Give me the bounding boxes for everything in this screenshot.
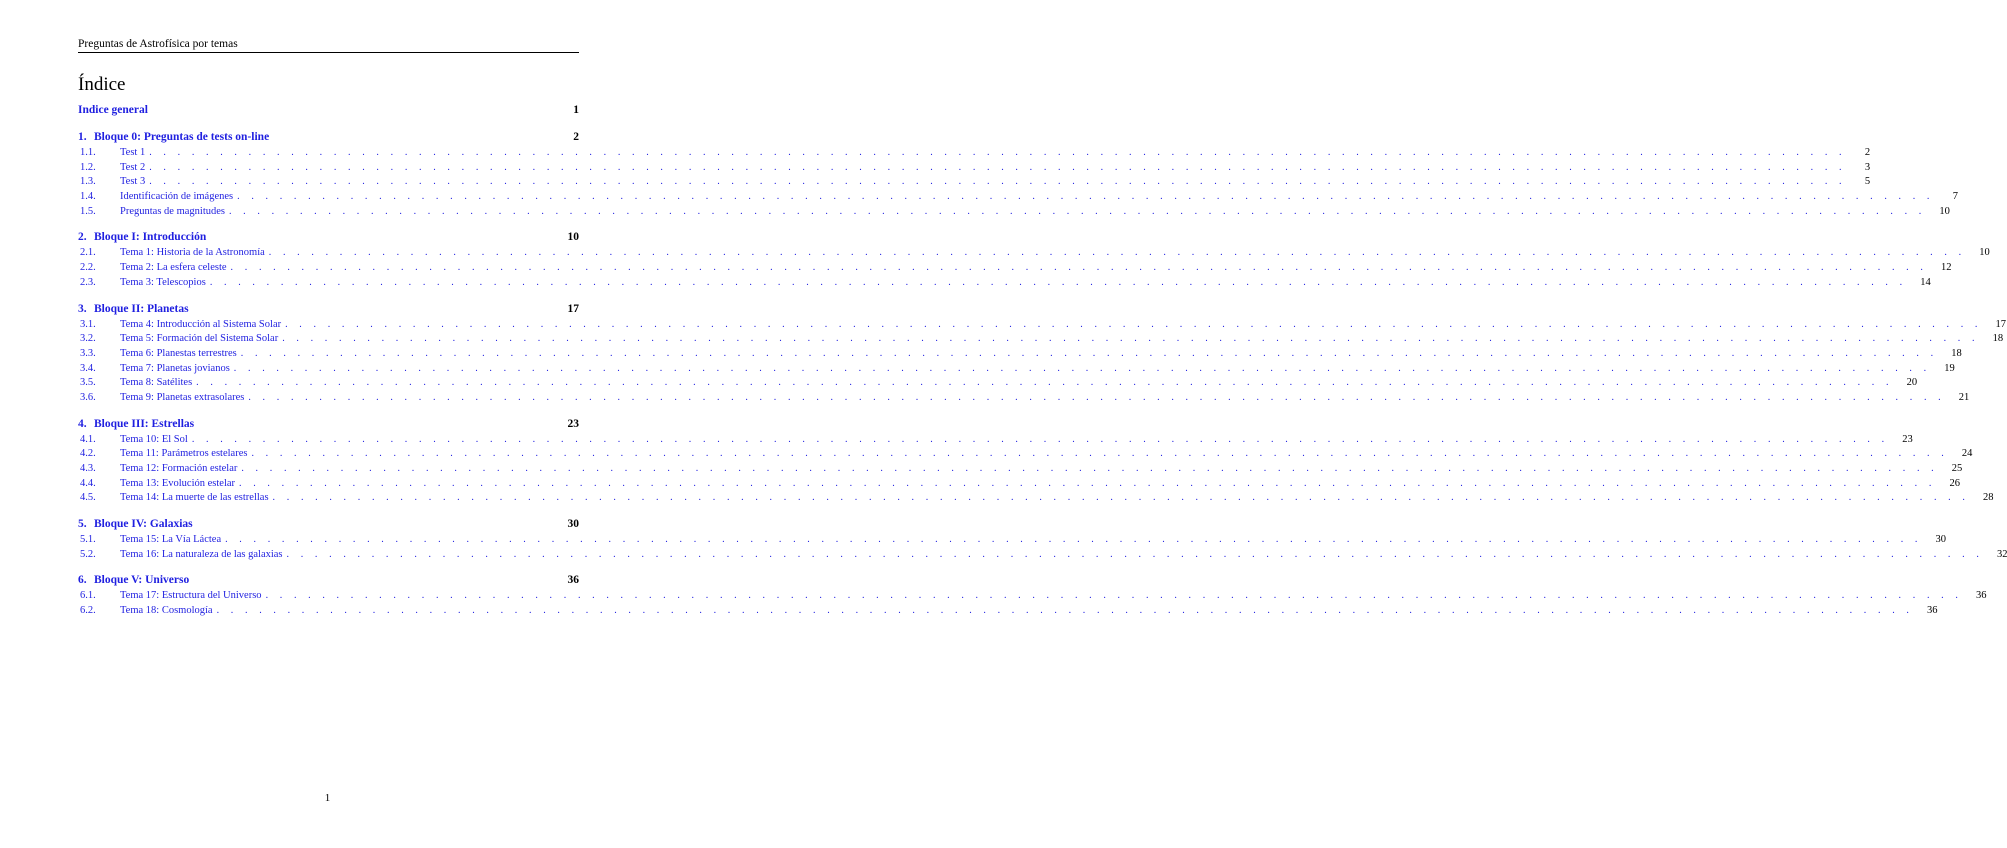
toc-item-page: 18: [1951, 347, 1962, 359]
dot-leader: . . . . . . . . . . . . . . . . . . . . . . . . . . . . . . . . . . . . . . . . . . . . . . . . . . . . . . . . . . . . . . . . . . . . . . . . . . . . . . . . . . . . . . . . . . . . . . . . . . . . . . . . . . . . . . . . . . . . . . . .: [251, 448, 1949, 460]
toc-item-label: Tema 14: La muerte de las estrellas: [120, 492, 269, 504]
toc-item-label: Preguntas de magnitudes: [120, 205, 225, 217]
toc-item-page: 36: [1927, 605, 1938, 617]
toc-item-number: 5.2.: [80, 548, 96, 560]
toc-section-6[interactable]: [78, 574, 579, 590]
toc-item-number: 1.4.: [80, 191, 96, 203]
toc-item-label: Tema 2: La esfera celeste: [120, 262, 227, 274]
dot-leader: . . . . . . . . . . . . . . . . . . . . . . . . . . . . . . . . . . . . . . . . . . . . . . . . . . . . . . . . . . . . . . . . . . . . . . . . . . . . . . . . . . . . . . . . . . . . . . . . . . . . . . . . . . . . . . . . . . . . . . . .: [149, 161, 1847, 173]
toc-item-number: 3.6.: [80, 391, 96, 403]
toc-item-page: 21: [1958, 391, 1970, 403]
toc-item-label: Tema 10: El Sol: [120, 433, 188, 445]
toc-item-label: Identificación de imágenes: [120, 191, 234, 203]
toc-item-2-3[interactable]: [78, 276, 1931, 292]
toc-item-4-3[interactable]: [78, 463, 1963, 478]
toc-item-5-2[interactable]: [78, 548, 2007, 564]
dot-leader: . . . . . . . . . . . . . . . . . . . . . . . . . . . . . . . . . . . . . . . . . . . . . . . . . . . . . . . . . . . . . . . . . . . . . . . . . . . . . . . . . . . . . . . . . . . . . . . . . . . . . . . . . . . . . . . . . . . . . . . .: [149, 147, 1847, 158]
toc-item-1-2[interactable]: [78, 161, 1871, 177]
toc-item-label: Tema 4: Introducción al Sistema Solar: [120, 318, 282, 330]
dot-leader: . . . . . . . . . . . . . . . . . . . . . . . . . . . . . . . . . . . . . . . . . . . . . . . . . . . . . . . . . . . . . . . . . . . . . . . . . . . . . . . . . . . . . . . . . . . . . . . . . . . . . . . . . . . . . . . . . . . . . . . .: [241, 463, 1939, 474]
toc-item-page: 14: [1920, 276, 1931, 288]
toc-section-2[interactable]: [78, 231, 579, 247]
dot-leader: . . . . . . . . . . . . . . . . . . . . . . . . . . . . . . . . . . . . . . . . . . . . . . . . . . . . . . . . . . . . . . . . . . . . . . . . . . . . . . . . . . . . . . . . . . . . . . . . . . . . . . . . . . . . . . . . . . . . . . . .: [248, 391, 1946, 403]
toc-section-number: 6.: [78, 574, 87, 587]
dot-leader: . . . . . . . . . . . . . . . . . . . . . . . . . . . . . . . . . . . . . . . . . . . . . . . . . . . . . . . . . . . . . . . . . . . . . . . . . . . . . . . . . . . . . . . . . . . . . . . . . . . . . . . . . . . . . . . . . . . . . . . .: [240, 347, 1938, 359]
toc-entry-label: Indice general: [78, 104, 148, 116]
toc-section-label: Bloque IV: Galaxias: [94, 518, 193, 531]
toc-item-page: 5: [1864, 176, 1871, 188]
toc-item-page: 18: [1992, 333, 2004, 345]
toc-item-2-2[interactable]: [78, 262, 1952, 277]
toc-item-number: 4.2.: [80, 448, 96, 460]
toc-item-number: 6.1.: [80, 590, 96, 602]
toc-item-page: 32: [1996, 548, 2007, 560]
toc-item-label: Tema 17: Estructura del Universo: [120, 590, 262, 602]
header-rule: [78, 52, 579, 53]
toc-item-label: Test 1: [120, 147, 146, 158]
toc-item-number: 3.4.: [80, 362, 96, 374]
toc-item-label: Tema 3: Telescopios: [120, 276, 206, 288]
toc-sections: [78, 120, 2007, 620]
toc-item-page: 2: [1864, 147, 1871, 158]
toc-section-number: 1.: [78, 131, 87, 143]
toc-item-number: 6.2.: [80, 605, 96, 617]
toc-item-number: 1.3.: [80, 176, 96, 188]
toc-item-number: 4.3.: [80, 463, 96, 474]
toc-section-label: Bloque V: Universo: [94, 574, 190, 587]
toc-item-number: 3.1.: [80, 318, 96, 330]
toc-section-page: 30: [567, 518, 579, 531]
toc-item-page: 10: [1979, 247, 1990, 259]
page-title: Índice: [78, 74, 126, 95]
toc-section-3[interactable]: [78, 303, 579, 319]
toc-item-label: Tema 18: Cosmología: [120, 605, 213, 617]
dot-leader: . . . . . . . . . . . . . . . . . . . . . . . . . . . . . . . . . . . . . . . . . . . . . . . . . . . . . . . . . . . . . . . . . . . . . . . . . . . . . . . . . . . . . . . . . . . . . . . . . . . . . . . . . . . . . . . . . . . . . . . .: [268, 247, 1966, 259]
toc-item-page: 36: [1975, 590, 1987, 602]
toc-item-number: 2.1.: [80, 247, 96, 259]
toc-item-label: Tema 11: Parámetros estelares: [120, 448, 248, 460]
toc-section-label: Bloque I: Introducción: [94, 231, 207, 244]
toc-item-page: 10: [1939, 205, 1950, 217]
table-of-contents: [78, 104, 2007, 620]
toc-entry-page: 1: [573, 104, 579, 116]
dot-leader: . . . . . . . . . . . . . . . . . . . . . . . . . . . . . . . . . . . . . . . . . . . . . . . . . . . . . . . . . . . . . . . . . . . . . . . . . . . . . . . . . . . . . . . . . . . . . . . . . . . . . . . . . . . . . . . . . . . . . . . .: [285, 318, 1983, 330]
toc-item-2-1[interactable]: [78, 247, 1990, 262]
toc-item-label: Tema 9: Planetas extrasolares: [120, 391, 245, 403]
dot-leader: . . . . . . . . . . . . . . . . . . . . . . . . . . . . . . . . . . . . . . . . . . . . . . . . . . . . . . . . . . . . . . . . . . . . . . . . . . . . . . . . . . . . . . . . . . . . . . . . . . . . . . . . . . . . . . . . . . . . . . . .: [272, 492, 1970, 504]
toc-item-3-5[interactable]: [78, 377, 1918, 392]
toc-section-number: 2.: [78, 231, 87, 244]
toc-item-page: 24: [1961, 448, 1973, 460]
toc-section-5[interactable]: [78, 518, 579, 534]
toc-item-label: Tema 8: Satélites: [120, 377, 193, 389]
toc-item-number: 2.3.: [80, 276, 96, 288]
toc-item-4-2[interactable]: [78, 448, 1973, 463]
toc-section-page: 2: [573, 131, 579, 143]
toc-item-6-1[interactable]: [78, 590, 1987, 605]
toc-item-page: 20: [1906, 377, 1918, 389]
toc-item-label: Test 2: [120, 161, 146, 173]
toc-item-1-1[interactable]: [78, 147, 1871, 162]
toc-item-1-3[interactable]: [78, 176, 1871, 191]
toc-item-page: 30: [1935, 534, 1947, 546]
toc-item-number: 3.3.: [80, 347, 96, 359]
toc-item-number: 4.5.: [80, 492, 96, 504]
toc-item-3-3[interactable]: [78, 347, 1962, 363]
dot-leader: . . . . . . . . . . . . . . . . . . . . . . . . . . . . . . . . . . . . . . . . . . . . . . . . . . . . . . . . . . . . . . . . . . . . . . . . . . . . . . . . . . . . . . . . . . . . . . . . . . . . . . . . . . . . . . . . . . . . . . . .: [216, 605, 1914, 617]
toc-item-number: 2.2.: [80, 262, 96, 274]
toc-item-number: 1.1.: [80, 147, 96, 158]
toc-section-label: Bloque II: Planetas: [94, 302, 189, 315]
toc-item-4-1[interactable]: [78, 433, 1913, 449]
toc-section-page: 36: [567, 574, 579, 587]
toc-item-label: Tema 7: Planetas jovianos: [120, 362, 230, 374]
toc-section-number: 4.: [78, 417, 87, 430]
dot-leader: . . . . . . . . . . . . . . . . . . . . . . . . . . . . . . . . . . . . . . . . . . . . . . . . . . . . . . . . . . . . . . . . . . . . . . . . . . . . . . . . . . . . . . . . . . . . . . . . . . . . . . . . . . . . . . . . . . . . . . . .: [228, 205, 1926, 217]
toc-item-number: 1.5.: [80, 205, 96, 217]
toc-item-page: 12: [1940, 262, 1952, 274]
page-number: 1: [324, 792, 331, 804]
toc-item-1-4[interactable]: [78, 191, 1959, 206]
toc-item-page: 7: [1952, 191, 1959, 203]
toc-item-number: 3.5.: [80, 377, 96, 389]
toc-item-1-5[interactable]: [78, 205, 1950, 221]
dot-leader: . . . . . . . . . . . . . . . . . . . . . . . . . . . . . . . . . . . . . . . . . . . . . . . . . . . . . . . . . . . . . . . . . . . . . . . . . . . . . . . . . . . . . . . . . . . . . . . . . . . . . . . . . . . . . . . . . . . . . . . .: [265, 590, 1963, 602]
dot-leader: . . . . . . . . . . . . . . . . . . . . . . . . . . . . . . . . . . . . . . . . . . . . . . . . . . . . . . . . . . . . . . . . . . . . . . . . . . . . . . . . . . . . . . . . . . . . . . . . . . . . . . . . . . . . . . . . . . . . . . . .: [233, 362, 1931, 374]
toc-item-label: Test 3: [120, 176, 146, 188]
toc-section-label: Bloque III: Estrellas: [94, 417, 195, 430]
toc-section-number: 3.: [78, 302, 87, 315]
toc-section-1[interactable]: [78, 131, 579, 147]
toc-item-number: 4.1.: [80, 433, 96, 445]
dot-leader: . . . . . . . . . . . . . . . . . . . . . . . . . . . . . . . . . . . . . . . . . . . . . . . . . . . . . . . . . . . . . . . . . . . . . . . . . . . . . . . . . . . . . . . . . . . . . . . . . . . . . . . . . . . . . . . . . . . . . . . .: [286, 548, 1984, 560]
toc-item-4-5[interactable]: [78, 492, 1994, 507]
toc-section-label: Bloque 0: Preguntas de tests on-line: [94, 131, 270, 143]
toc-item-4-4[interactable]: [78, 477, 1960, 493]
toc-item-number: 4.4.: [80, 477, 96, 489]
dot-leader: . . . . . . . . . . . . . . . . . . . . . . . . . . . . . . . . . . . . . . . . . . . . . . . . . . . . . . . . . . . . . . . . . . . . . . . . . . . . . . . . . . . . . . . . . . . . . . . . . . . . . . . . . . . . . . . . . . . . . . . .: [239, 477, 1936, 489]
toc-item-3-1[interactable]: [78, 318, 2007, 334]
toc-item-label: Tema 13: Evolución estelar: [120, 477, 236, 489]
toc-item-number: 3.2.: [80, 333, 96, 345]
toc-section-number: 5.: [78, 518, 87, 531]
toc-item-6-2[interactable]: [78, 605, 1938, 620]
dot-leader: . . . . . . . . . . . . . . . . . . . . . . . . . . . . . . . . . . . . . . . . . . . . . . . . . . . . . . . . . . . . . . . . . . . . . . . . . . . . . . . . . . . . . . . . . . . . . . . . . . . . . . . . . . . . . . . . . . . . . . . .: [149, 176, 1847, 188]
dot-leader: . . . . . . . . . . . . . . . . . . . . . . . . . . . . . . . . . . . . . . . . . . . . . . . . . . . . . . . . . . . . . . . . . . . . . . . . . . . . . . . . . . . . . . . . . . . . . . . . . . . . . . . . . . . . . . . . . . . . . . . .: [196, 377, 1894, 389]
toc-section-4[interactable]: [78, 418, 579, 434]
dot-leader: . . . . . . . . . . . . . . . . . . . . . . . . . . . . . . . . . . . . . . . . . . . . . . . . . . . . . . . . . . . . . . . . . . . . . . . . . . . . . . . . . . . . . . . . . . . . . . . . . . . . . . . . . . . . . . . . . . . . . . . .: [225, 534, 1923, 546]
dot-leader: . . . . . . . . . . . . . . . . . . . . . . . . . . . . . . . . . . . . . . . . . . . . . . . . . . . . . . . . . . . . . . . . . . . . . . . . . . . . . . . . . . . . . . . . . . . . . . . . . . . . . . . . . . . . . . . . . . . . . . . .: [237, 191, 1935, 203]
toc-item-page: 19: [1944, 362, 1955, 374]
running-header: Preguntas de Astrofísica por temas: [78, 38, 238, 50]
toc-section-page: 23: [567, 417, 579, 430]
toc-item-3-6[interactable]: [78, 391, 1970, 407]
toc-item-page: 3: [1864, 161, 1871, 173]
toc-section-page: 17: [567, 302, 579, 315]
toc-item-label: Tema 12: Formación estelar: [120, 463, 238, 474]
toc-item-page: 17: [1995, 318, 2007, 330]
toc-item-5-1[interactable]: [78, 534, 1947, 549]
toc-item-3-4[interactable]: [78, 362, 1955, 378]
toc-item-number: 1.2.: [80, 161, 96, 173]
toc-section-page: 10: [567, 231, 579, 244]
toc-item-page: 26: [1949, 477, 1960, 489]
dot-leader: . . . . . . . . . . . . . . . . . . . . . . . . . . . . . . . . . . . . . . . . . . . . . . . . . . . . . . . . . . . . . . . . . . . . . . . . . . . . . . . . . . . . . . . . . . . . . . . . . . . . . . . . . . . . . . . . . . . . . . . .: [282, 333, 1980, 345]
dot-leader: . . . . . . . . . . . . . . . . . . . . . . . . . . . . . . . . . . . . . . . . . . . . . . . . . . . . . . . . . . . . . . . . . . . . . . . . . . . . . . . . . . . . . . . . . . . . . . . . . . . . . . . . . . . . . . . . . . . . . . . .: [230, 262, 1928, 274]
toc-item-page: 28: [1982, 492, 1994, 504]
toc-item-label: Tema 6: Planestas terrestres: [120, 347, 237, 359]
toc-item-label: Tema 5: Formación del Sistema Solar: [120, 333, 279, 345]
dot-leader: . . . . . . . . . . . . . . . . . . . . . . . . . . . . . . . . . . . . . . . . . . . . . . . . . . . . . . . . . . . . . . . . . . . . . . . . . . . . . . . . . . . . . . . . . . . . . . . . . . . . . . . . . . . . . . . . . . . . . . . .: [209, 276, 1907, 288]
toc-item-label: Tema 1: Historia de la Astronomía: [120, 247, 265, 259]
toc-item-page: 23: [1902, 433, 1913, 445]
toc-item-label: Tema 16: La naturaleza de las galaxias: [120, 548, 283, 560]
toc-item-page: 25: [1951, 463, 1963, 474]
toc-item-number: 5.1.: [80, 534, 96, 546]
toc-item-label: Tema 15: La Vía Láctea: [120, 534, 222, 546]
dot-leader: . . . . . . . . . . . . . . . . . . . . . . . . . . . . . . . . . . . . . . . . . . . . . . . . . . . . . . . . . . . . . . . . . . . . . . . . . . . . . . . . . . . . . . . . . . . . . . . . . . . . . . . . . . . . . . . . . . . . . . . .: [191, 433, 1889, 445]
toc-entry-general[interactable]: [78, 104, 579, 120]
toc-item-3-2[interactable]: [78, 333, 2004, 348]
